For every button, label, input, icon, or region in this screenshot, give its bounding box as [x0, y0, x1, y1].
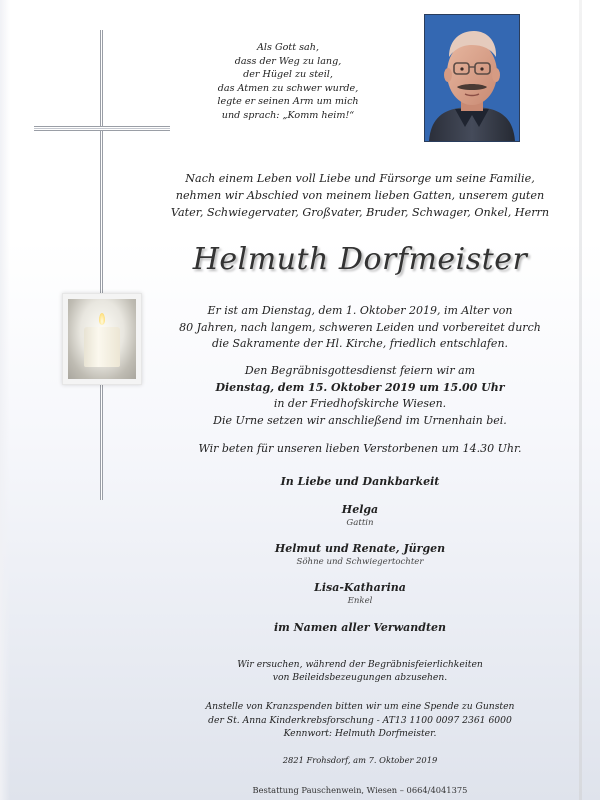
- intro-line: Nach einem Leben voll Liebe und Fürsorge um seine Familie,: [185, 172, 535, 185]
- mourner-role: Enkel: [347, 596, 373, 606]
- donation-line: Anstelle von Kranzspenden bitten wir um eine Spende zu Gunsten: [205, 701, 515, 712]
- poem-line: das Atmen zu schwer wurde,: [217, 82, 359, 94]
- donation-line: Kennwort: Helmuth Dorfmeister.: [283, 728, 437, 739]
- portrait-image: [425, 15, 519, 141]
- poem-line: dass der Weg zu lang,: [234, 55, 342, 67]
- poem: [178, 41, 398, 122]
- place-date: 2821 Frohsdorf, am 7. Oktober 2019: [282, 755, 438, 765]
- portrait-photo: [424, 14, 520, 142]
- request-line: Wir ersuchen, während der Begräbnisfeierlichkeiten: [237, 659, 483, 670]
- candle-flame-icon: [99, 313, 105, 325]
- funeral-home-footer: Bestattung Pauschenwein, Wiesen – 0664/4041375: [252, 785, 468, 795]
- intro-line: Vater, Schwiegervater, Großvater, Bruder, Schwager, Onkel, Herrn: [170, 206, 550, 219]
- poem-line: der Hügel zu steil,: [243, 69, 333, 80]
- funeral-service: [150, 363, 570, 429]
- request-line: von Beileidsbezeugungen abzusehen.: [272, 672, 448, 683]
- death-notice-line: 80 Jahren, nach langem, schweren Leiden und vorbereitet durch: [179, 320, 541, 334]
- mourners-list: [150, 474, 570, 636]
- intro-line: nehmen wir Abschied von meinem lieben Gatten, unserem guten: [175, 189, 545, 202]
- mourners-closing: im Namen aller Verwandten: [273, 621, 447, 634]
- service-location: in der Friedhofskirche Wiesen.: [273, 397, 447, 410]
- mourner-name: Lisa-Katharina: [314, 581, 406, 594]
- donation-note: [150, 700, 570, 741]
- service-date: Dienstag, dem 15. Oktober 2019 um 15.00 Uhr: [215, 380, 505, 394]
- poem-line: und sprach: „Komm heim!“: [221, 109, 355, 121]
- mourner-name: Helmut und Renate, Jürgen: [274, 542, 446, 555]
- prayer-time: Wir beten für unseren lieben Verstorbenen um 14.30 Uhr.: [198, 442, 522, 455]
- candle-image: [68, 299, 136, 379]
- cross-vertical-beam: [100, 30, 103, 500]
- mourner-role: Gattin: [346, 518, 374, 528]
- cross-horizontal-line: [34, 128, 170, 129]
- poem-line: Als Gott sah,: [256, 42, 320, 53]
- poem-line: legte er seinen Arm um mich: [217, 96, 359, 107]
- intro-text: [150, 170, 570, 221]
- mourner-name: Helga: [341, 503, 379, 516]
- death-notice: [150, 303, 570, 353]
- service-urn: Die Urne setzen wir anschließend im Urnenhain bei.: [213, 413, 507, 427]
- candle-photo: [62, 293, 142, 385]
- mourner-role: Söhne und Schwiegertochter: [296, 557, 424, 567]
- deceased-name: Helmuth Dorfmeister: [192, 242, 528, 277]
- page-left-edge: [0, 0, 10, 800]
- death-notice-line: Er ist am Dienstag, dem 1. Oktober 2019, im Alter von: [207, 304, 513, 317]
- death-notice-line: die Sakramente der Hl. Kirche, friedlich entschlafen.: [211, 337, 509, 350]
- candle-body: [84, 327, 120, 367]
- mourners-heading: In Liebe und Dankbarkeit: [280, 475, 440, 488]
- page-right-edge: [579, 0, 582, 800]
- donation-line: der St. Anna Kinderkrebsforschung - AT13 1100 0097 2361 6000: [208, 714, 512, 726]
- condolence-request: [150, 658, 570, 684]
- service-line: Den Begräbnisgottesdienst feiern wir am: [244, 364, 476, 377]
